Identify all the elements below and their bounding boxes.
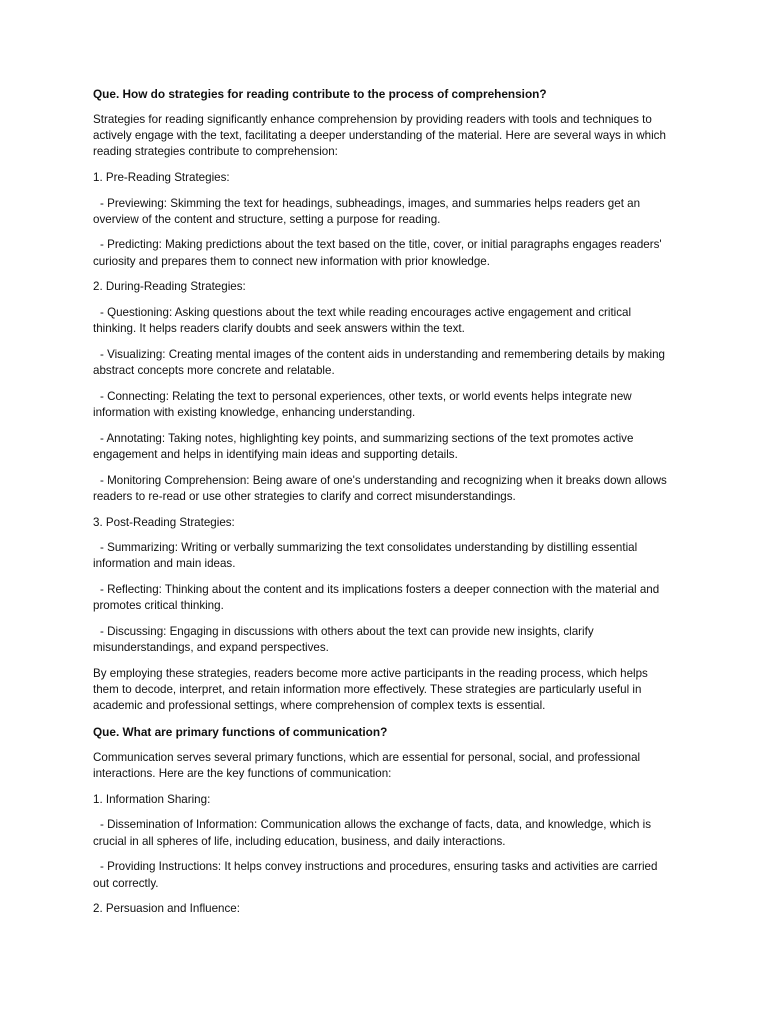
list-item-visualizing: - Visualizing: Creating mental images of the content aids in understanding and remembering details by making abstract concepts more concrete and relatable. [93,347,665,378]
section-title-persuasion: 2. Persuasion and Influence: [93,902,240,916]
section-title-post-reading: 3. Post-Reading Strategies: [93,515,235,529]
list-item-providing-instructions: - Providing Instructions: It helps convey instructions and procedures, ensuring tasks and activities are carried out correctly. [93,860,658,890]
list-item-summarizing: - Summarizing: Writing or verbally summarizing the text consolidates understanding by distilling essential information and main ideas. [93,541,638,571]
closing-paragraph-reading: By employing these strategies, readers become more active participants in the reading process, which helps them to decode, interpret, and retain information more effectively. These strategies are particularly useful in academic and professional settings, where comprehension of complex texts is essential. [93,666,648,713]
list-item-reflecting: - Reflecting: Thinking about the content and its implications fosters a deeper connection with the material and promotes critical thinking. [93,583,660,613]
list-item-previewing: - Previewing: Skimming the text for headings, subheadings, images, and summaries helps readers get an overview of the content and structure, setting a purpose for reading. [93,196,641,226]
list-item-dissemination: - Dissemination of Information: Communication allows the exchange of facts, data, and knowledge, which is crucial in all spheres of life, including education, business, and daily interactions. [93,818,651,848]
question-heading-reading-strategies: Que. How do strategies for reading contribute to the process of comprehension? [93,87,547,101]
list-item-connecting: - Connecting: Relating the text to personal experiences, other texts, or world events helps integrate new information with existing knowledge, enhancing understanding. [93,389,632,420]
document-body [93,86,673,927]
list-item-questioning: - Questioning: Asking questions about the text while reading encourages active engagement and critical thinking. It helps readers clarify doubts and seek answers within the text. [93,306,632,336]
list-item-annotating: - Annotating: Taking notes, highlighting key points, and summarizing sections of the text promotes active engagement and helps in identifying main ideas and supporting details. [93,431,634,461]
section-title-pre-reading: 1. Pre-Reading Strategies: [93,170,230,184]
list-item-discussing: - Discussing: Engaging in discussions with others about the text can provide new insights, clarify misunderstandings, and expand perspectives. [93,625,594,655]
question-heading-communication: Que. What are primary functions of communication? [93,725,388,740]
list-item-monitoring: - Monitoring Comprehension: Being aware of one's understanding and recognizing when it breaks down allows readers to re-read or use other strategies to clarify and correct misunderstandings. [93,473,667,503]
intro-paragraph-reading: Strategies for reading significantly enhance comprehension by providing readers with tools and techniques to actively engage with the text, facilitating a deeper understanding of the material. Here are several ways in which reading strategies contribute to comprehension: [93,112,666,159]
intro-paragraph-communication: Communication serves several primary functions, which are essential for personal, social, and professional interactions. Here are the key functions of communication: [93,750,641,780]
list-item-predicting: - Predicting: Making predictions about the text based on the title, cover, or initial paragraphs engages readers' curiosity and prepares them to connect new information with prior knowledge. [93,238,662,268]
section-title-information-sharing: 1. Information Sharing: [93,792,211,806]
section-title-during-reading: 2. During-Reading Strategies: [93,280,246,294]
